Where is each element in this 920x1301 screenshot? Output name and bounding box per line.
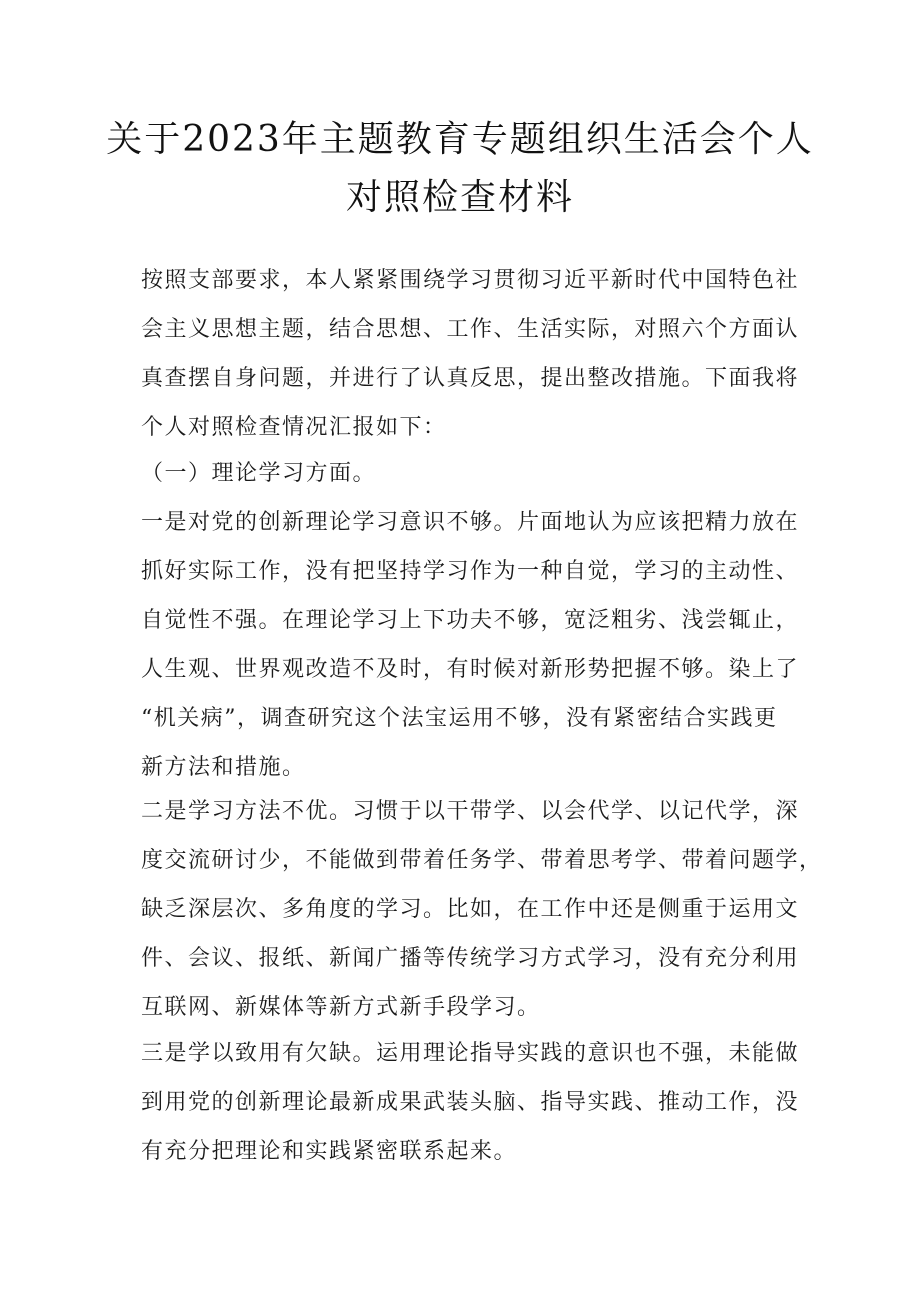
body-line: 有充分把理论和实践紧密联系起来。: [141, 1139, 518, 1164]
body-line: 自觉性不强。在理论学习上下功夫不够，宽泛粗劣、浅尝辄止，: [141, 608, 800, 633]
body-line: 一是对党的创新理论学习意识不够。片面地认为应该把精力放在: [141, 510, 800, 535]
body-line: 个人对照检查情况汇报如下：: [141, 415, 447, 440]
body-line: 人生观、世界观改造不及时，有时候对新形势把握不够。染上了: [141, 657, 800, 682]
body-line: “机关病”，调查研究这个法宝运用不够，没有紧密结合实践更: [141, 706, 778, 731]
document-title-line-2: 对照检查材料: [345, 177, 574, 218]
body-line: 新方法和措施。: [141, 755, 306, 780]
body-line: 真查摆自身问题，并进行了认真反思，提出整改措施。下面我将: [141, 366, 800, 391]
body-line: 抓好实际工作，没有把坚持学习作为一种自觉，学习的主动性、: [141, 559, 800, 584]
body-line: 三是学以致用有欠缺。运用理论指导实践的意识也不强，未能做: [141, 1041, 800, 1066]
section-heading: （一）理论学习方面。: [141, 461, 377, 486]
body-line: 互联网、新媒体等新方式新手段学习。: [141, 995, 541, 1020]
body-line: 二是学习方法不优。习惯于以干带学、以会代学、以记代学，深: [141, 799, 800, 824]
body-line: 到用党的创新理论最新成果武装头脑、指导实践、推动工作，没: [141, 1090, 800, 1115]
body-line: 会主义思想主题，结合思想、工作、生活实际，对照六个方面认: [141, 317, 800, 342]
body-line: 缺乏深层次、多角度的学习。比如，在工作中还是侧重于运用文: [141, 897, 800, 922]
body-line: 件、会议、报纸、新闻广播等传统学习方式学习，没有充分利用: [141, 946, 800, 971]
body-line: 度交流研讨少，不能做到带着任务学、带着思考学、带着问题学，: [141, 848, 823, 873]
body-line: 按照支部要求，本人紧紧围绕学习贯彻习近平新时代中国特色社: [141, 268, 800, 293]
document-title-line-1: 关于2023年主题教育专题组织生活会个人: [106, 119, 814, 160]
